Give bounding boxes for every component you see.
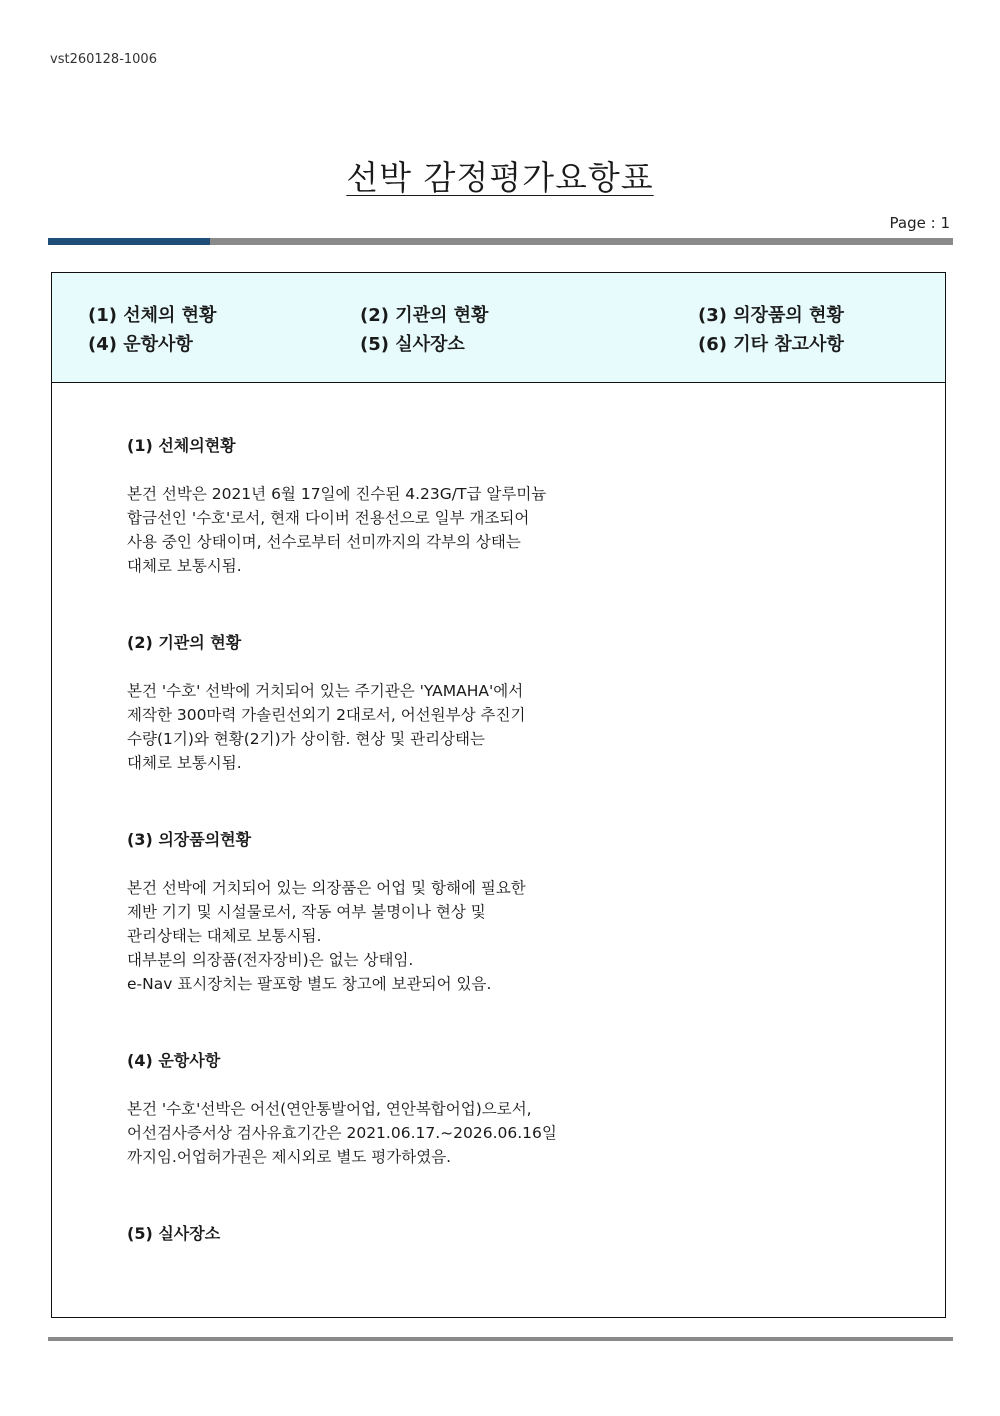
table-of-contents (52, 273, 945, 383)
toc-item-equipment: (3) 의장품의 현황 (698, 305, 844, 326)
toc-item-inspection-site: (5) 실사장소 (360, 334, 465, 355)
document-id: vst260128-1006 (50, 52, 157, 67)
section-title: (3) 의장품의현황 (127, 830, 252, 849)
toc-item-engine: (2) 기관의 현황 (360, 305, 489, 326)
section-inspection-site (127, 1221, 647, 1244)
footer-divider (48, 1337, 953, 1341)
section-equipment (127, 827, 647, 996)
page-number: Page : 1 (889, 214, 950, 232)
section-hull (127, 433, 647, 578)
section-body: 본건 '수호'선박은 어선(연안통발어업, 연안복합어업)으로서, 어선검사증서상 검사유효기간은 2021.06.17.~2026.06.16일 까지임.어업허가권은 제시외로 별도 평가하였음. (127, 1100, 557, 1166)
section-title: (5) 실사장소 (127, 1224, 221, 1243)
header-divider-accent (48, 238, 210, 245)
section-operation (127, 1048, 647, 1169)
page-title: 선박 감정평가요항표 (346, 158, 654, 197)
section-title: (1) 선체의현황 (127, 436, 236, 455)
section-engine (127, 630, 647, 775)
header-divider-rule (210, 238, 953, 245)
section-title: (4) 운항사항 (127, 1051, 221, 1070)
content-box (51, 272, 946, 1318)
section-body: 본건 선박은 2021년 6월 17일에 진수된 4.23G/T급 알루미늄 합금선인 '수호'로서, 현재 다이버 전용선으로 일부 개조되어 사용 중인 상태이며, 선수로부터 선미까지의 각부의 상태는 대체로 보통시됨. (127, 485, 547, 575)
toc-item-operation: (4) 운항사항 (88, 334, 193, 355)
sections (127, 433, 647, 1296)
header-divider (48, 238, 953, 245)
section-body: 본건 '수호' 선박에 거치되어 있는 주기관은 'YAMAHA'에서 제작한 300마력 가솔린선외기 2대로서, 어선원부상 추진기 수량(1기)와 현황(2기)가 상이함. 현상 및 관리상태는 대체로 보통시됨. (127, 682, 526, 772)
section-title: (2) 기관의 현황 (127, 633, 242, 652)
section-body: 본건 선박에 거치되어 있는 의장품은 어업 및 항해에 필요한 제반 기기 및 시설물로서, 작동 여부 불명이나 현상 및 관리상태는 대체로 보통시됨. 대부분의 의장품(전자장비)은 없는 상태임. e-Nav 표시장치는 팔포항 별도 창고에 보관되어 있음. (127, 879, 526, 993)
toc-item-hull: (1) 선체의 현황 (88, 305, 217, 326)
toc-item-other-notes: (6) 기타 참고사항 (698, 334, 844, 355)
